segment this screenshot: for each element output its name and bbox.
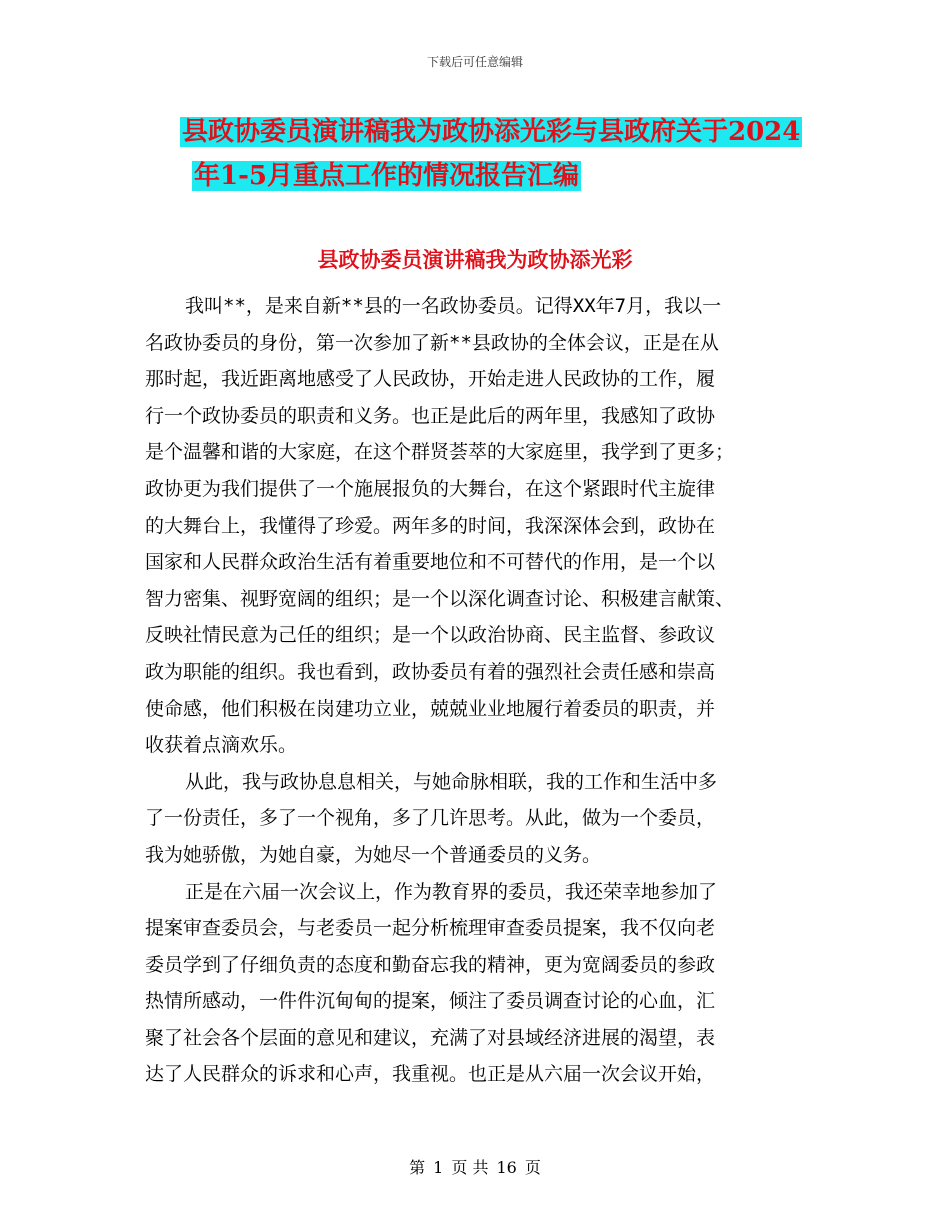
- paragraph-1-line: 名政协委员的身份，第一次参加了新**县政协的全体会议，正是在从: [145, 331, 719, 354]
- paragraph-3-line: 聚了社会各个层面的意见和建议，充满了对县域经济进展的渴望，表: [145, 1026, 716, 1049]
- paragraph-1-line: 使命感，他们积极在岗建功立业，兢兢业业地履行着委员的职责，并: [145, 697, 716, 720]
- paragraph-1-line: 是个温馨和谐的大家庭，在这个群贤荟萃的大家庭里，我学到了更多；: [145, 441, 735, 464]
- paragraph-3-line: 提案审查委员会，与老委员一起分析梳理审查委员提案，我不仅向老: [145, 917, 716, 940]
- paragraph-1-line: 那时起，我近距离地感受了人民政协，开始走进人民政协的工作，履: [145, 368, 716, 391]
- paragraph-1-line: 我叫**，是来自新**县的一名政协委员。记得XX年7月，我以一: [185, 295, 722, 317]
- paragraph-3-line: 热情所感动，一件件沉甸甸的提案，倾注了委员调查讨论的心血，汇: [145, 990, 716, 1013]
- paragraph-3-line: 委员学到了仔细负责的态度和勤奋忘我的精神，更为宽阔委员的参政: [145, 953, 716, 976]
- header-note: 下载后可任意编辑: [426, 55, 523, 69]
- document-title: [180, 110, 820, 198]
- title-line-2-text: 年1-5月重点工作的情况报告汇编: [194, 161, 579, 191]
- title-line-1: [180, 110, 820, 154]
- paragraph-1-line: 行一个政协委员的职责和义务。也正是此后的两年里，我感知了政协: [145, 404, 716, 427]
- paragraph-3-line: 达了人民群众的诉求和心声，我重视。也正是从六届一次会议开始，: [145, 1063, 716, 1086]
- paragraph-1-line: 收获着点滴欢乐。: [145, 734, 298, 757]
- footer-prefix: 第: [409, 1158, 426, 1177]
- title-line-2: [180, 154, 820, 198]
- paragraph-2-line: 从此，我与政协息息相关，与她命脉相联，我的工作和生活中多: [185, 770, 718, 793]
- paragraph-1-line: 政协更为我们提供了一个施展报负的大舞台，在这个紧跟时代主旋律: [145, 477, 716, 500]
- title-line-1-text: 县政协委员演讲稿我为政协添光彩与县政府关于2024: [182, 117, 801, 147]
- current-page-number: 1: [433, 1158, 444, 1177]
- paragraph-1-line: 反映社情民意为己任的组织；是一个以政治协商、民主监督、参政议: [145, 624, 716, 647]
- total-page-count: 16: [496, 1158, 517, 1177]
- footer-middle: 页 共: [451, 1158, 489, 1177]
- paragraph-1-line: 智力密集、视野宽阔的组织；是一个以深化调查讨论、积极建言献策、: [145, 587, 735, 610]
- paragraph-2-line: 我为她骄傲，为她自豪，为她尽一个普通委员的义务。: [145, 843, 602, 866]
- paragraph-1-line: 的大舞台上，我懂得了珍爱。两年多的时间，我深深体会到，政协在: [145, 514, 716, 537]
- body-text: [145, 288, 805, 1093]
- section-heading: 县政协委员演讲稿我为政协添光彩: [317, 247, 633, 272]
- paragraph-3-line: 正是在六届一次会议上，作为教育界的委员，我还荣幸地参加了: [185, 880, 718, 903]
- paragraph-2-line: 了一份责任，多了一个视角，多了几许思考。从此，做为一个委员，: [145, 807, 716, 830]
- footer-suffix: 页: [524, 1158, 541, 1177]
- paragraph-1-line: 国家和人民群众政治生活有着重要地位和不可替代的作用，是一个以: [145, 551, 716, 574]
- paragraph-1-line: 政为职能的组织。我也看到，政协委员有着的强烈社会责任感和崇高: [145, 660, 716, 683]
- page-footer: [0, 1155, 950, 1178]
